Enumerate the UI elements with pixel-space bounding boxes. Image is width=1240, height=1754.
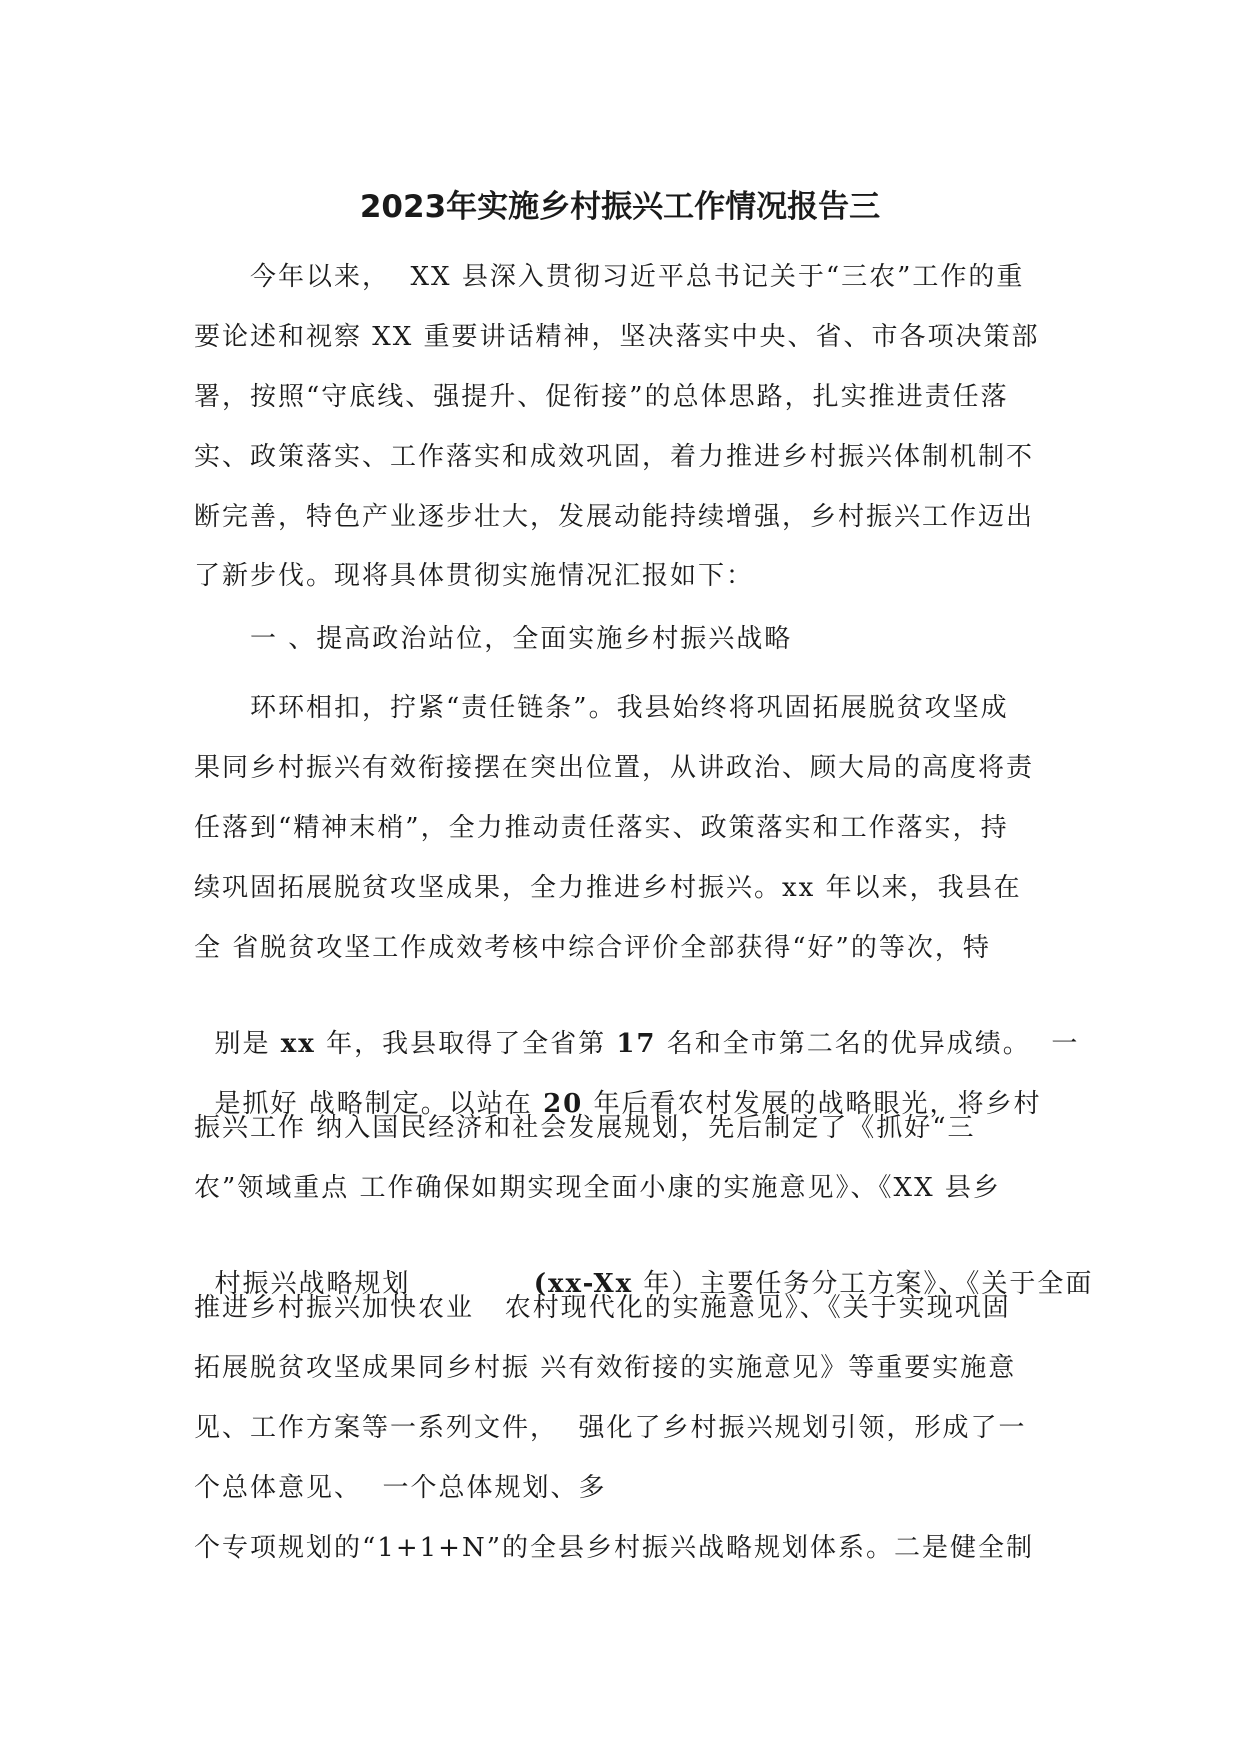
text-line: 见、工作方案等一系列文件， 强化了乡村振兴规划引领，形成了一 [194, 1413, 1027, 1443]
text-segment: 年，我县取得了全省第 [315, 1029, 617, 1059]
text-segment: 名和全市第二名的优异成绩。 一 [656, 1029, 1080, 1059]
text-segment: 年）主要任务分工方案》、《关于全面 [633, 1269, 1094, 1299]
text-line: 任落到“精神末梢”，全力推动责任落实、政策落实和工作落实，持 [194, 813, 1009, 843]
text-line: 署，按照“守底线、强提升、促衔接”的总体思路，扎实推进责任落 [194, 382, 1009, 412]
text-line: 断完善，特色产业逐步壮大，发展动能持续增强，乡村振兴工作迈出 [194, 502, 1035, 532]
text-line: 推进乡村振兴加快农业 农村现代化的实施意见》、《关于实现巩固 [194, 1293, 1011, 1323]
text-line: 振兴工作 纳入国民经济和社会发展规划，先后制定了《抓好“三 [194, 1113, 976, 1143]
text-line: 个总体意见、 一个总体规划、多 [194, 1473, 607, 1503]
text-segment: 别是 [214, 1029, 281, 1059]
bold-segment: 20 [543, 1089, 584, 1119]
bold-segment: xx [280, 1029, 316, 1059]
text-segment: 年后看农村发展的战略眼光，将乡村 [583, 1089, 1042, 1119]
text-line: 要论述和视察 XX 重要讲话精神，坚决落实中央、省、市各项决策部 [194, 322, 1040, 352]
text-line: 个专项规划的“1+1+N”的全县乡村振兴战略规划体系。二是健全制 [194, 1533, 1034, 1563]
text-line: 拓展脱贫攻坚成果同乡村振 兴有效衔接的实施意见》等重要实施意 [194, 1353, 1017, 1383]
text-line: 实、政策落实、工作落实和成效巩固，着力推进乡村振兴体制机制不 [194, 442, 1035, 472]
text-segment: 村振兴战略规划 [214, 1269, 534, 1299]
text-line: 环环相扣，拧紧“责任链条”。我县始终将巩固拓展脱贫攻坚成 [194, 693, 1009, 723]
text-line: 续巩固拓展脱贫攻坚成果，全力推进乡村振兴。xx 年以来，我县在 [194, 873, 1022, 903]
text-segment: 是抓好 战略制定。以站在 [214, 1089, 544, 1119]
text-line: 果同乡村振兴有效衔接摆在突出位置，从讲政治、顾大局的高度将责 [194, 753, 1035, 783]
document-title: 2023年实施乡村振兴工作情况报告三 [359, 189, 881, 225]
text-line: 了新步伐。现将具体贯彻实施情况汇报如下： [194, 561, 755, 591]
bold-segment: (xx-Xx [533, 1269, 634, 1299]
text-line: 农”领域重点 工作确保如期实现全面小康的实施意见》、《XX 县乡 [194, 1173, 1001, 1203]
text-line: 全 省脱贫攻坚工作成效考核中综合评价全部获得“好”的等次，特 [194, 933, 991, 963]
text-line: 今年以来， XX 县深入贯彻习近平总书记关于“三农”工作的重 [194, 262, 1025, 292]
section-heading: 一 、提高政治站位，全面实施乡村振兴战略 [194, 624, 793, 654]
bold-segment: 17 [616, 1029, 657, 1059]
